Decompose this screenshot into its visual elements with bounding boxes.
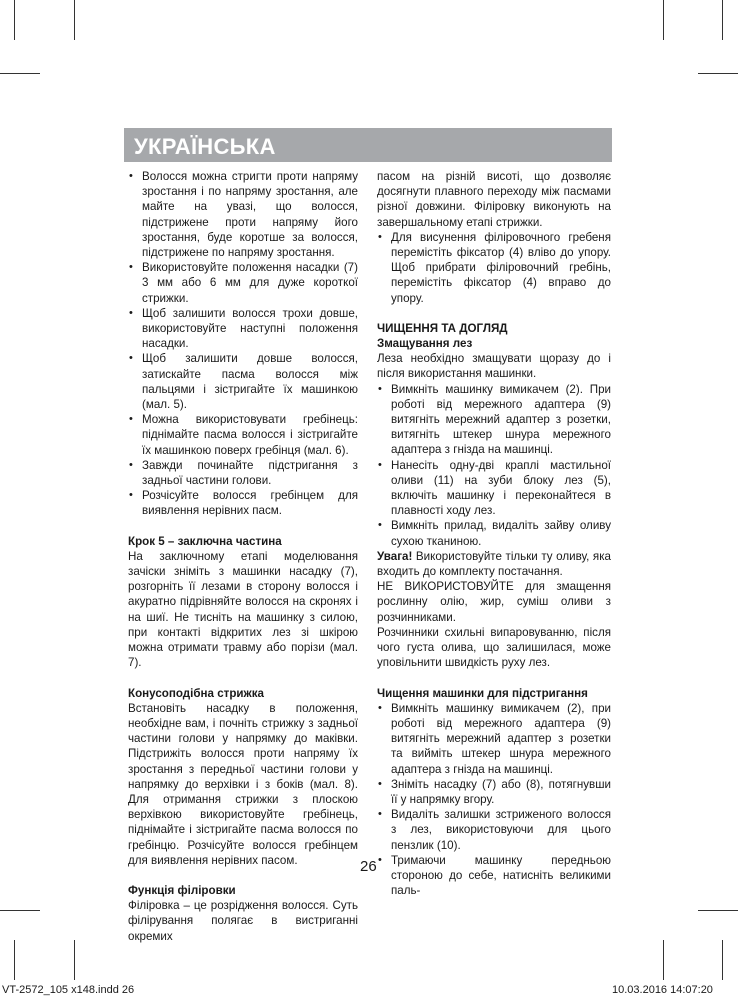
list-item-text: Використовуйте положення насадки (7) 3 мм або 6 мм для дуже короткої стрижки. [142,261,358,305]
bullet-icon: • [129,170,133,182]
bullet-icon: • [129,458,133,471]
bullet-icon: • [378,808,382,821]
thinning-bullet-text: Для висунення філіровочного гребеня перемістіть фіксатор (4) вліво до упору. Щоб прибрати філіровочний гребінь, перемістіть фіксатор (4) вправо до упору. [391,230,611,305]
oil-bullet-list [377,382,611,549]
bullet-icon: • [378,853,382,866]
list-item [128,488,358,518]
bullet-icon: • [129,413,133,426]
crop-mark [14,940,15,980]
cone-haircut-heading: Конусоподібна стрижка [128,686,264,700]
language-header-bar [124,128,612,162]
list-item-text: Щоб залишити волосся трохи довше, використовуйте наступні положення насадки. [142,306,358,351]
list-item-text: Вимкніть машинку вимикачем (2), при роботі від мережного адаптера (9) витягніть мережний адаптер з розетки та вийміть штекер шнура мережного адаптера з гнізда на машинці. [391,701,611,776]
list-item-text: Розчісуйте волосся гребінцем для виявлення нерівних пасм. [142,489,358,518]
list-item [377,853,611,899]
list-item-text: Зніміть насадку (7) або (8), потягнувши її у напрямку вгору. [391,777,611,806]
crop-mark [74,0,75,40]
thinning-heading: Функція філіровки [128,883,236,897]
list-item [128,306,358,352]
thinning-text: Філіровка – це розрідження волосся. Суть філірування полягає в вистриганні окремих [128,899,358,943]
list-item [128,412,358,458]
tips-bullet-list [128,169,358,519]
list-item [377,518,611,548]
language-title: УКРАЇНСЬКА [134,134,276,159]
clean-bullet-list [377,701,611,899]
oil-text: Леза необхідно змащувати щоразу до і після використання машинки. [377,352,611,381]
list-item [377,382,611,458]
list-item-text: Щоб залишити довше волосся, затискайте пасма волосся між пальцями і зістригайте їх машинкою (мал. 5). [142,352,358,412]
solvent-text: Розчинники схильні випаровуванню, після чого густа олива, що залишилася, може уповільнити швидкість руху лез. [377,625,611,670]
bullet-icon: • [129,352,133,365]
list-item [377,701,611,777]
list-item [128,169,358,260]
warning-paragraph [377,549,611,579]
bullet-icon: • [378,382,382,395]
list-item [128,351,358,412]
thinning-text-continued: пасом на різній висоті, що дозволяє досягнути плавного переходу між пасмами різної довжини. Філіровку виконують на завершальному етапі стрижки. [377,170,611,229]
list-item-text: Вимкніть прилад, видаліть зайву оливу сухою тканиною. [391,519,611,548]
oil-heading: Змащування лез [377,337,473,351]
crop-mark [698,73,738,74]
list-item-text: Можна використовувати гребінець: піднімайте пасма волосся і зістригайте їх машинкою поверх гребінця (мал. 6). [142,413,358,457]
list-item-text: Вимкніть машинку вимикачем (2). При роботі від мережного адаптера (9) витягніть мережний адаптер з розетки, витягніть штекер шнура мережного адаптера з гнізда на машинці. [391,382,611,457]
crop-mark [74,940,75,980]
not-use-text: НЕ ВИКОРИСТОВУЙТЕ для змащення рослинну олію, жир, суміш оливи з розчинниками. [377,580,611,624]
list-item [128,458,358,488]
list-item-text: Видаліть залишки зстриженого волосся з лез, використовуючи для цього пензлик (10). [391,808,611,852]
step5-text: На заключному етапі моделювання зачіски зніміть з машинки насадку (7), розгорніть її лезами в сторону волосся і акуратно підрівняйте волосся на скронях і на шиї. Не тисніть на машинку з силою, при контакті відкритих лез зі шкірою можна отримати травму або порізи (мал. 7). [128,549,358,670]
crop-mark [14,0,15,40]
crop-mark [722,0,723,40]
bullet-icon: • [129,261,133,274]
crop-mark [722,940,723,980]
bullet-icon: • [378,458,382,471]
list-item-text: Волосся можна стригти проти напряму зростання і по напряму зростання, але майте на увазі, що волосся, підстрижене проти напряму його зростання, буде коротше за волосся, підстрижене по напряму зростання. [142,170,358,260]
bullet-icon: • [378,777,382,790]
warning-label: Увага! [377,549,413,563]
crop-mark [0,73,40,74]
bullet-icon: • [378,230,382,243]
bullet-icon: • [378,519,382,532]
bullet-icon: • [378,701,382,714]
list-item-text: Завжди починайте підстригання з задньої частини голови. [142,458,358,488]
list-item [377,230,611,306]
bullet-icon: • [129,489,133,502]
list-item [377,807,611,853]
list-item-text: Нанесіть одну-дві краплі мастильної оливи (11) на зуби блоку лез (5), включіть машинку і переконайтеся в плавності ходу лез. [391,458,611,518]
clean-heading: Чищення машинки для підстригання [377,686,588,700]
list-item [377,777,611,807]
crop-mark [0,910,40,911]
left-column [128,169,358,944]
list-item [377,458,611,519]
crop-mark [663,940,664,980]
warning-text: Використовуйте тільки ту оливу, яка входить до комплекту постачання. [377,549,611,579]
crop-mark [698,910,738,911]
step5-heading: Крок 5 – заключна частина [128,534,282,548]
list-item [128,260,358,306]
right-column [377,169,611,898]
cone-haircut-text: Встановіть насадку в положення, необхідне вам, і почніть стрижку з задньої частини голови у напрямку до маківки. Підстрижіть волосся проти напряму їх зростання з передньої частини голови у напрямку до верхівки і з боків (мал. 8). Для отримання стрижки з плоскою верхівкою використовуйте гребінець, піднімайте і зістригайте пасма волосся по гребінцю. Розчісуйте волосся гребінцем для виявлення нерівних пасом. [128,701,358,867]
page-number: 26 [360,858,377,875]
bullet-icon: • [129,306,133,319]
list-item-text: Тримаючи машинку передньою стороною до себе, натисніть великими паль- [391,853,611,898]
care-heading: ЧИЩЕННЯ ТА ДОГЛЯД [377,321,508,335]
crop-mark [663,0,664,40]
footer-file-info: VT-2572_105 x148.indd 26 [2,984,135,996]
footer-date-time: 10.03.2016 14:07:20 [612,984,713,996]
